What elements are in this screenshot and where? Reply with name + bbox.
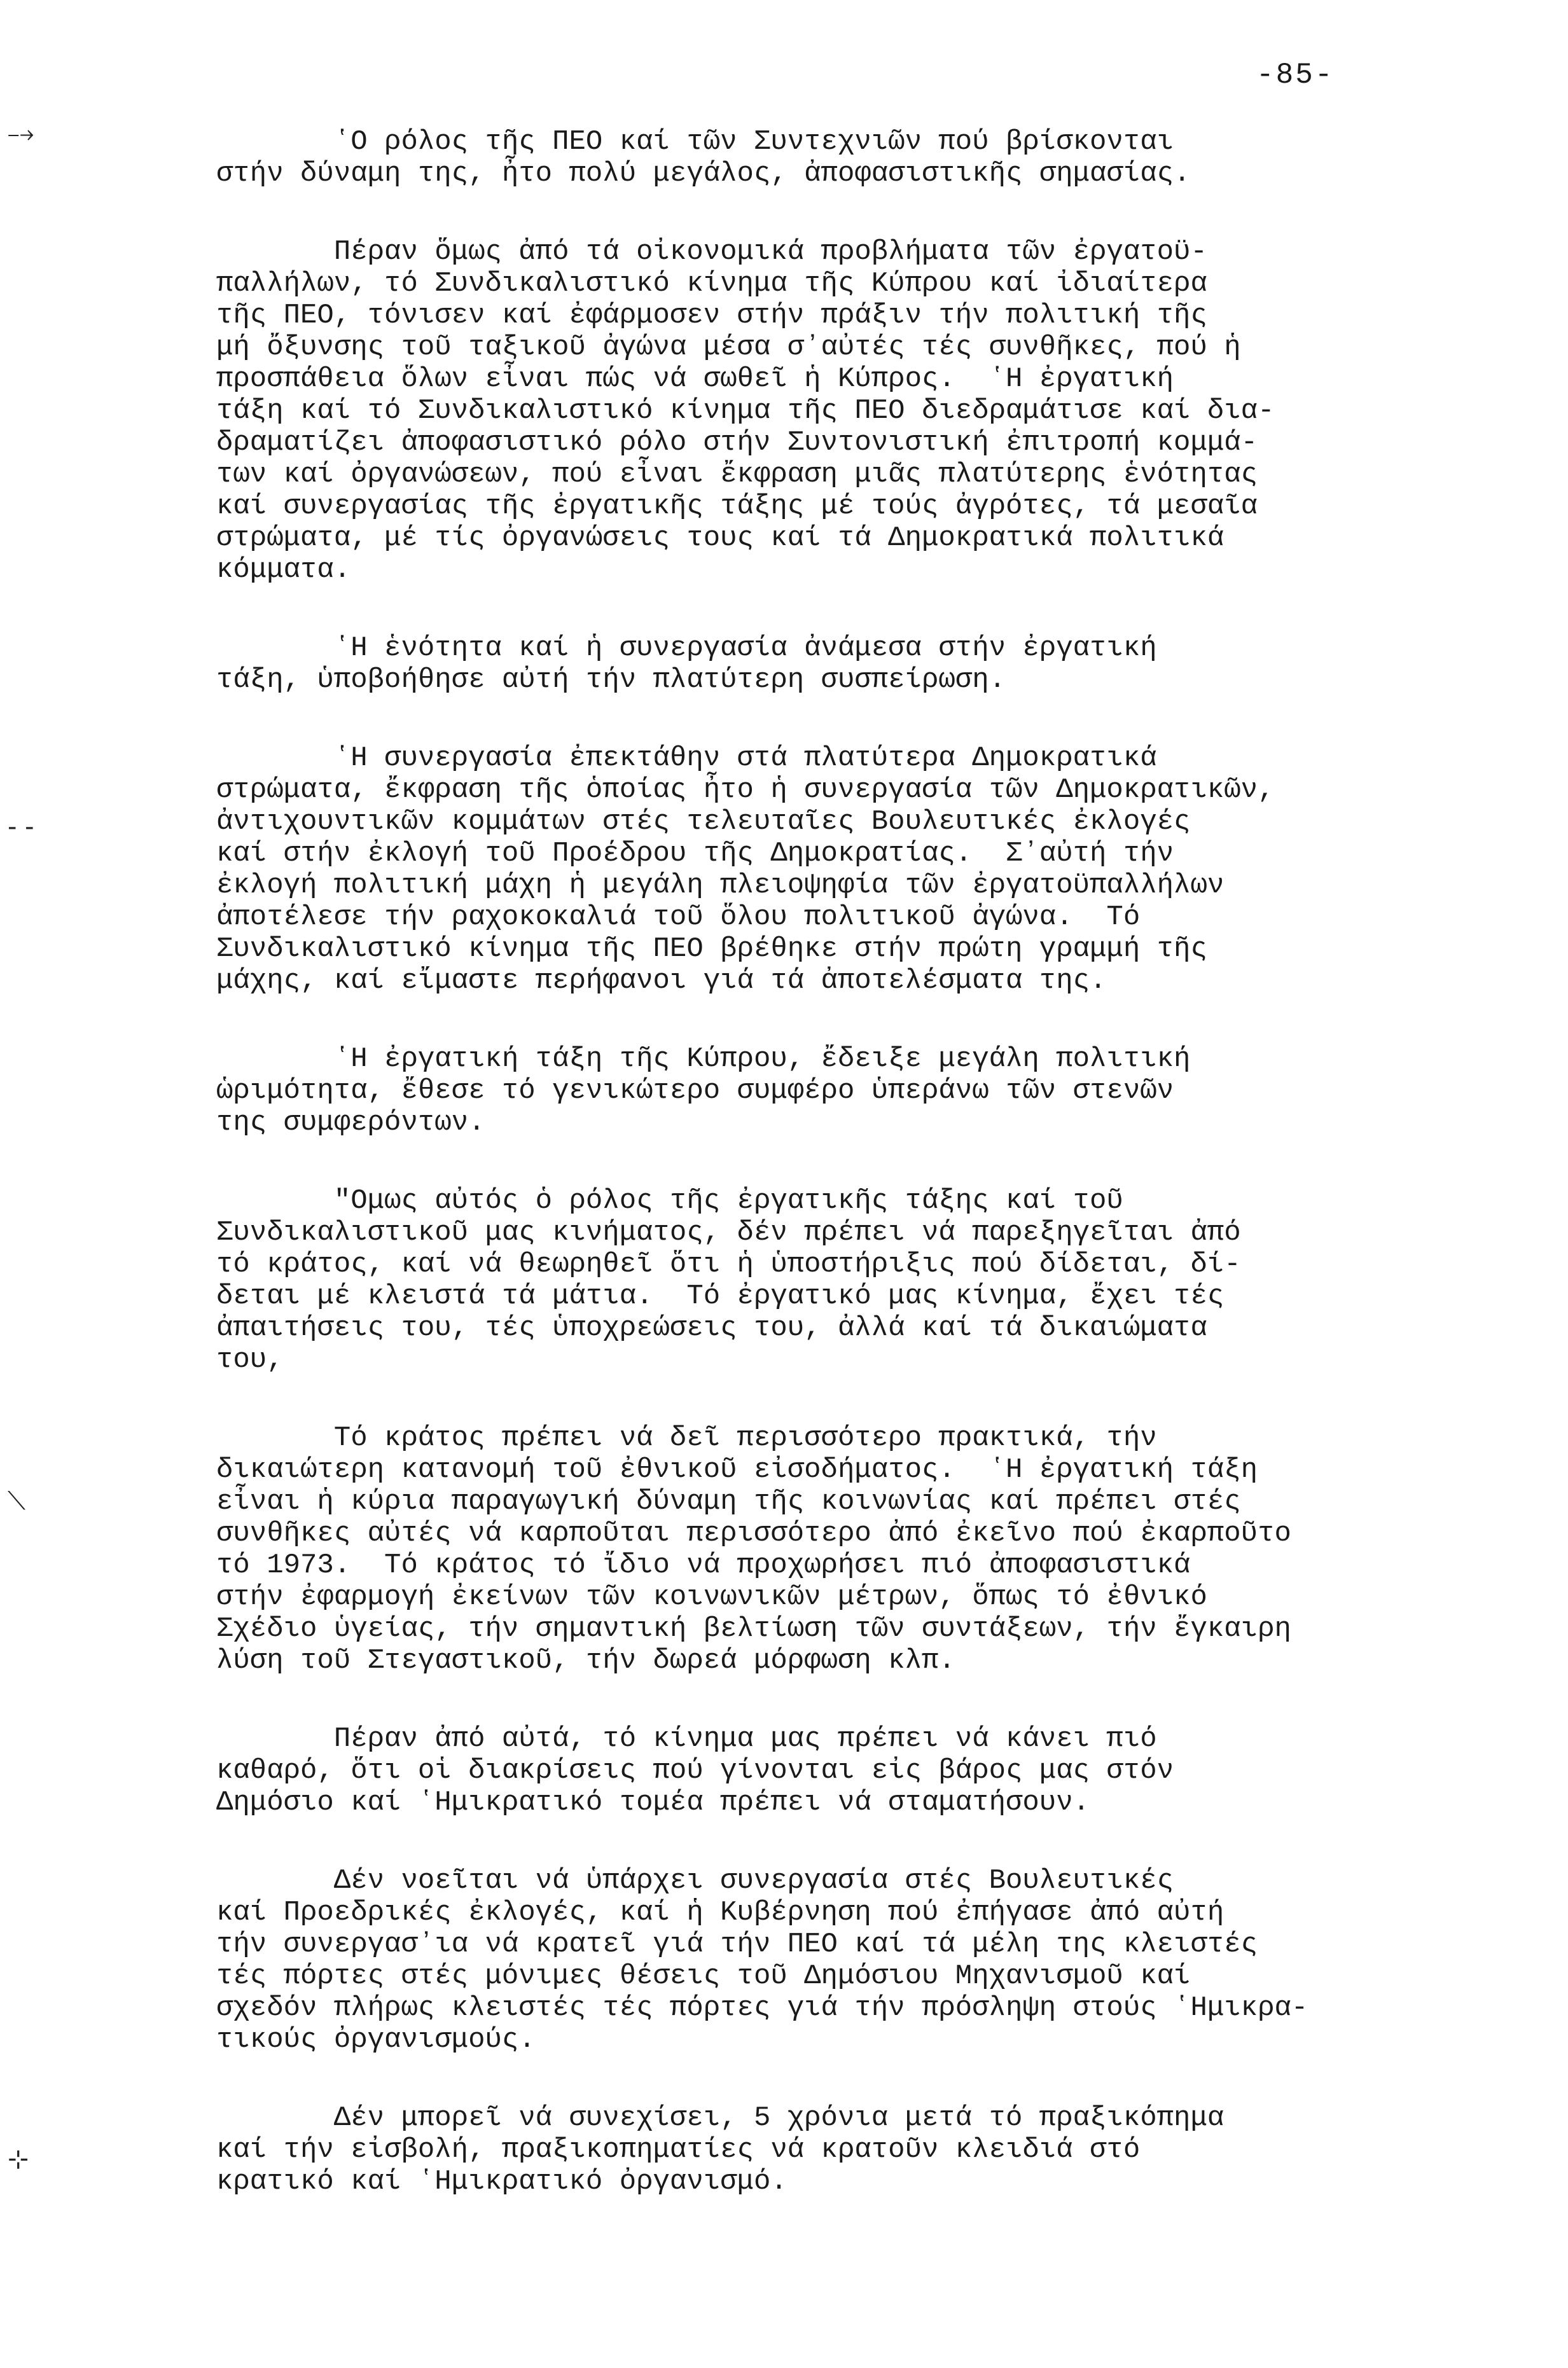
text-line: Συνδικαλιστικοῦ μας κινήματος, δέν πρέπει νά παρεξηγεῖται ἀπό [216, 1217, 1241, 1249]
text-line: στήν ἐφαρμογή ἐκείνων τῶν κοινωνικῶν μέτρων, ὅπως τό ἐθνικό [216, 1581, 1207, 1613]
text-line: τάξη, ὑποβοήθησε αὐτή τήν πλατύτερη συσπείρωση. [216, 664, 1006, 696]
text-line: δικαιώτερη κατανομή τοῦ ἐθνικοῦ εἰσοδήματος. ʽΗ ἐργατική τάξη [216, 1454, 1258, 1486]
text-line: δεται μέ κλειστά τά μάτια. Τό ἐργατικό μας κίνημα, ἔχει τές [216, 1280, 1225, 1312]
text-line: μή ὄξυνσης τοῦ ταξικοῦ ἀγώνα μέσα σʼαὐτές τές συνθῆκες, πού ἡ [216, 331, 1241, 363]
paragraph [216, 2102, 1463, 2198]
paragraph [216, 1185, 1463, 1376]
text-line: δραματίζει ἀποφασιστικό ρόλο στήν Συντονιστική ἐπιτροπή κομμά- [216, 427, 1258, 459]
paragraph [216, 126, 1463, 190]
text-line: εἶναι ἡ κύρια παραγωγική δύναμη τῆς κοινωνίας καί πρέπει στές [216, 1486, 1241, 1518]
text-line: τό 1973. Τό κράτος τό ἴδιο νά προχωρήσει πιό ἀποφασιστικά [216, 1549, 1191, 1581]
text-line: καί στήν ἐκλογή τοῦ Προέδρου τῆς Δημοκρατίας. Σʼαὐτή τήν [216, 838, 1174, 869]
margin-cross-icon: ⊹ [8, 2145, 29, 2174]
text-line: Δέν μπορεῖ νά συνεχίσει, 5 χρόνια μετά τό πραξικόπημα [216, 2102, 1225, 2134]
text-line: λύση τοῦ Στεγαστικοῦ, τήν δωρεά μόρφωση κλπ. [216, 1645, 955, 1677]
paragraph [216, 632, 1463, 696]
text-line: ʽΗ ἐργατική τάξη τῆς Κύπρου, ἔδειξε μεγάλη πολιτική [216, 1043, 1191, 1075]
text-line: ʽΗ ἑνότητα καί ἡ συνεργασία ἀνάμεσα στήν ἐργατική [216, 632, 1157, 664]
text-line: ἀπαιτήσεις του, τές ὑποχρεώσεις του, ἀλλά καί τά δικαιώματα [216, 1312, 1207, 1344]
paragraph [216, 1422, 1463, 1677]
paragraph [216, 742, 1463, 997]
text-line: Τό κράτος πρέπει νά δεῖ περισσότερο πρακτικά, τήν [216, 1422, 1157, 1454]
text-line: στρώματα, μέ τίς ὀργανώσεις τους καί τά Δημοκρατικά πολιτικά [216, 522, 1225, 554]
text-line: καθαρό, ὅτι οἱ διακρίσεις πού γίνονται εἰς βάρος μας στόν [216, 1755, 1174, 1787]
text-line: τήν συνεργασʼια νά κρατεῖ γιά τήν ΠΕΟ καί τά μέλη της κλειστές [216, 1928, 1258, 1960]
text-line: του, [216, 1344, 284, 1376]
text-line: ʺΟμως αὐτός ὁ ρόλος τῆς ἐργατικῆς τάξης καί τοῦ [216, 1185, 1123, 1217]
text-line: στήν δύναμη της, ἦτο πολύ μεγάλος, ἀποφασιστικῆς σημασίας. [216, 158, 1191, 190]
text-line: τάξη καί τό Συνδικαλιστικό κίνημα τῆς ΠΕΟ διεδραμάτισε καί δια- [216, 395, 1275, 427]
paragraph [216, 236, 1463, 586]
text-line: σχεδόν πλήρως κλειστές τές πόρτες γιά τήν πρόσληψη στούς ʽΗμικρα- [216, 1992, 1308, 2024]
paragraph [216, 1723, 1463, 1818]
text-line: τές πόρτες στές μόνιμες θέσεις τοῦ Δημόσιου Μηχανισμοῦ καί [216, 1960, 1191, 1992]
text-line: Πέραν ἀπό αὐτά, τό κίνημα μας πρέπει νά κάνει πιό [216, 1723, 1157, 1755]
text-line: παλλήλων, τό Συνδικαλιστικό κίνημα τῆς Κύπρου καί ἰδιαίτερα [216, 268, 1207, 300]
text-line: μάχης, καί εἴμαστε περήφανοι γιά τά ἀποτελέσματα της. [216, 965, 1107, 997]
text-line: τό κράτος, καί νά θεωρηθεῖ ὅτι ἡ ὑποστήριξις πού δίδεται, δί- [216, 1249, 1241, 1280]
text-line: συνθῆκες αὐτές νά καρποῦται περισσότερο ἀπό ἐκεῖνο πού ἐκαρποῦτο [216, 1518, 1291, 1549]
text-line: ἀντιχουντικῶν κομμάτων στές τελευταῖες Βουλευτικές ἐκλογές [216, 806, 1191, 838]
text-line: ἐκλογή πολιτική μάχη ἡ μεγάλη πλειοψηφία τῶν ἐργατοϋπαλλήλων [216, 869, 1225, 901]
document-body [216, 126, 1463, 2244]
text-line: κρατικό καί ʽΗμικρατικό ὀργανισμό. [216, 2166, 787, 2198]
text-line: καί Προεδρικές ἐκλογές, καί ἡ Κυβέρνηση πού ἐπήγασε ἀπό αὐτή [216, 1897, 1225, 1928]
text-line: των καί ὀργανώσεων, πού εἶναι ἔκφραση μιᾶς πλατύτερης ἑνότητας [216, 459, 1258, 490]
text-line: Σχέδιο ὑγείας, τήν σημαντική βελτίωση τῶν συντάξεων, τήν ἔγκαιρη [216, 1613, 1291, 1645]
margin-dash-icon: ⟍ [8, 1486, 25, 1516]
text-line: ʽΗ συνεργασία ἐπεκτάθην στά πλατύτερα Δημοκρατικά [216, 742, 1157, 774]
text-line: στρώματα, ἔκφραση τῆς ὁποίας ἦτο ἡ συνεργασία τῶν Δημοκρατικῶν, [216, 774, 1275, 806]
paragraph [216, 1043, 1463, 1139]
text-line: ʽΟ ρόλος τῆς ΠΕΟ καί τῶν Συντεχνιῶν πού βρίσκονται [216, 126, 1174, 158]
text-line: καί τήν εἰσβολή, πραξικοπηματίες νά κρατοῦν κλειδιά στό [216, 2134, 1141, 2166]
text-line: ἀποτέλεσε τήν ραχοκοκαλιά τοῦ ὅλου πολιτικοῦ ἀγώνα. Τό [216, 901, 1141, 933]
margin-dash-icon: - - [8, 812, 34, 841]
text-line: τικούς ὀργανισμούς. [216, 2024, 536, 2056]
text-line: Δέν νοεῖται νά ὑπάρχει συνεργασία στές Βουλευτικές [216, 1865, 1174, 1897]
paragraph [216, 1865, 1463, 2056]
text-line: καί συνεργασίας τῆς ἐργατικῆς τάξης μέ τούς ἀγρότες, τά μεσαῖα [216, 490, 1258, 522]
text-line: τῆς ΠΕΟ, τόνισεν καί ἐφάρμοσεν στήν πράξιν τήν πολιτική τῆς [216, 300, 1207, 331]
page-number: -85- [1256, 59, 1335, 92]
text-line: της συμφερόντων. [216, 1107, 485, 1139]
text-line: ὡριμότητα, ἔθεσε τό γενικώτερο συμφέρο ὑπεράνω τῶν στενῶν [216, 1075, 1174, 1107]
text-line: προσπάθεια ὅλων εἶναι πώς νά σωθεῖ ἡ Κύπρος. ʽΗ ἐργατική [216, 363, 1174, 395]
text-line: Δημόσιο καί ʽΗμικρατικό τομέα πρέπει νά σταματήσουν. [216, 1787, 1090, 1818]
margin-arrow-icon: ⤍ [8, 119, 34, 148]
text-line: κόμματα. [216, 554, 351, 586]
text-line: Συνδικαλιστικό κίνημα τῆς ΠΕΟ βρέθηκε στήν πρώτη γραμμή τῆς [216, 933, 1207, 965]
text-line: Πέραν ὅμως ἀπό τά οἰκονομικά προβλήματα τῶν ἐργατοϋ- [216, 236, 1207, 268]
